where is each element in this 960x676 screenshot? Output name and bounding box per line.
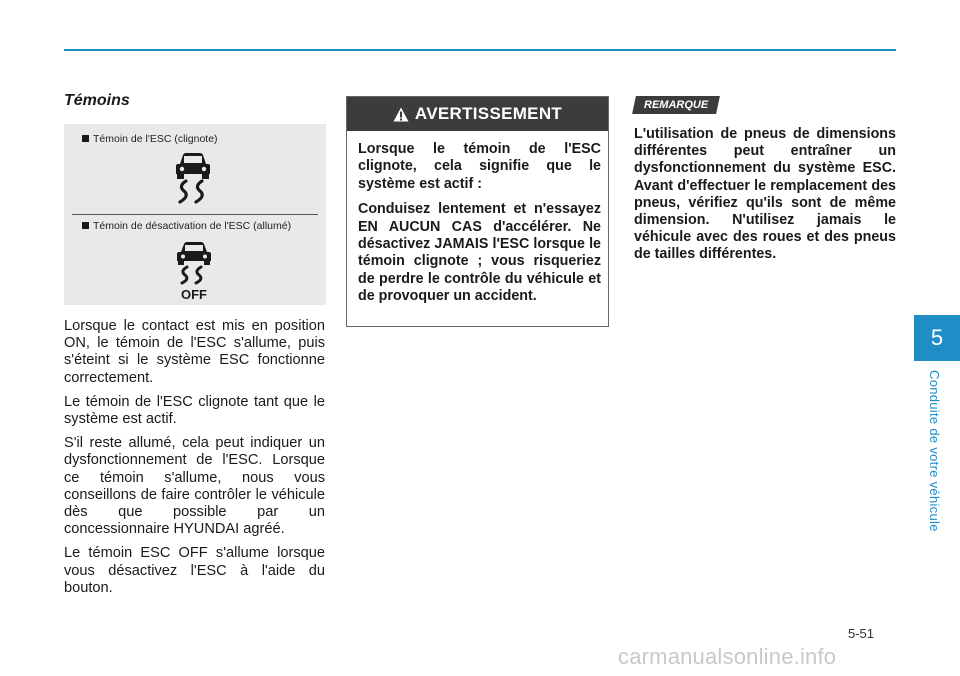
chapter-number-tab: 5 bbox=[914, 315, 960, 361]
page-number: 5-51 bbox=[848, 626, 875, 641]
warning-header bbox=[347, 97, 608, 131]
indicator-divider bbox=[72, 214, 318, 215]
body-paragraph: Le témoin ESC OFF s'allume lorsque vous désactivez l'ESC à l'aide du bouton. bbox=[64, 545, 325, 596]
esc-off-text: OFF bbox=[181, 287, 207, 301]
body-paragraph: S'il reste allumé, cela peut indiquer un dysfonctionnement de l'ESC. Lorsque ce témoin s'allume, nous vous conseillons de faire contrôler le véhicule dès que possible par un concessionnaire HYUNDAI agréé. bbox=[64, 435, 325, 538]
esc-off-icon bbox=[170, 239, 218, 301]
warning-paragraph: Conduisez lentement et n'essayez EN AUCUN CAS d'accélérer. Ne désactivez JAMAIS l'ESC lorsque le témoin clignote ; vous risqueriez de perdre le contrôle du véhicule et de provoquer un accident. bbox=[358, 201, 601, 305]
esc-off-label: Témoin de désactivation de l'ESC (allumé) bbox=[82, 220, 291, 232]
warning-title: AVERTISSEMENT bbox=[414, 104, 563, 123]
indicator-panel bbox=[64, 124, 326, 305]
warning-body bbox=[358, 141, 601, 314]
esc-blink-label: Témoin de l'ESC (clignote) bbox=[82, 133, 218, 145]
section-title: Témoins bbox=[64, 92, 130, 109]
bullet-square-icon bbox=[82, 222, 89, 229]
note-text: L'utilisation de pneus de dimensions différentes peut entraîner un dysfonctionnement du système ESC. Avant d'effectuer le remplacement des pneus, vérifiez qu'ils sont de même dimension. N'utilisez jamais le véhicule avec des roues et des pneus de tailles différentes. bbox=[634, 126, 896, 263]
warning-paragraph: Lorsque le témoin de l'ESC clignote, cela signifie que le système est actif : bbox=[358, 141, 601, 192]
body-text bbox=[64, 318, 325, 604]
esc-skid-car-icon bbox=[168, 150, 218, 206]
watermark: carmanualsonline.info bbox=[618, 644, 837, 669]
warning-triangle-icon bbox=[393, 107, 409, 122]
chapter-title: Conduite de votre véhicule bbox=[927, 370, 942, 532]
body-paragraph: Le témoin de l'ESC clignote tant que le système est actif. bbox=[64, 393, 325, 428]
bullet-square-icon bbox=[82, 135, 89, 142]
warning-box bbox=[346, 96, 609, 327]
note-tag: REMARQUE bbox=[632, 96, 720, 114]
body-paragraph: Lorsque le contact est mis en position ON, le témoin de l'ESC s'allume, puis s'éteint si le système ESC fonctionne correctement. bbox=[64, 318, 325, 386]
top-rule bbox=[64, 49, 896, 51]
